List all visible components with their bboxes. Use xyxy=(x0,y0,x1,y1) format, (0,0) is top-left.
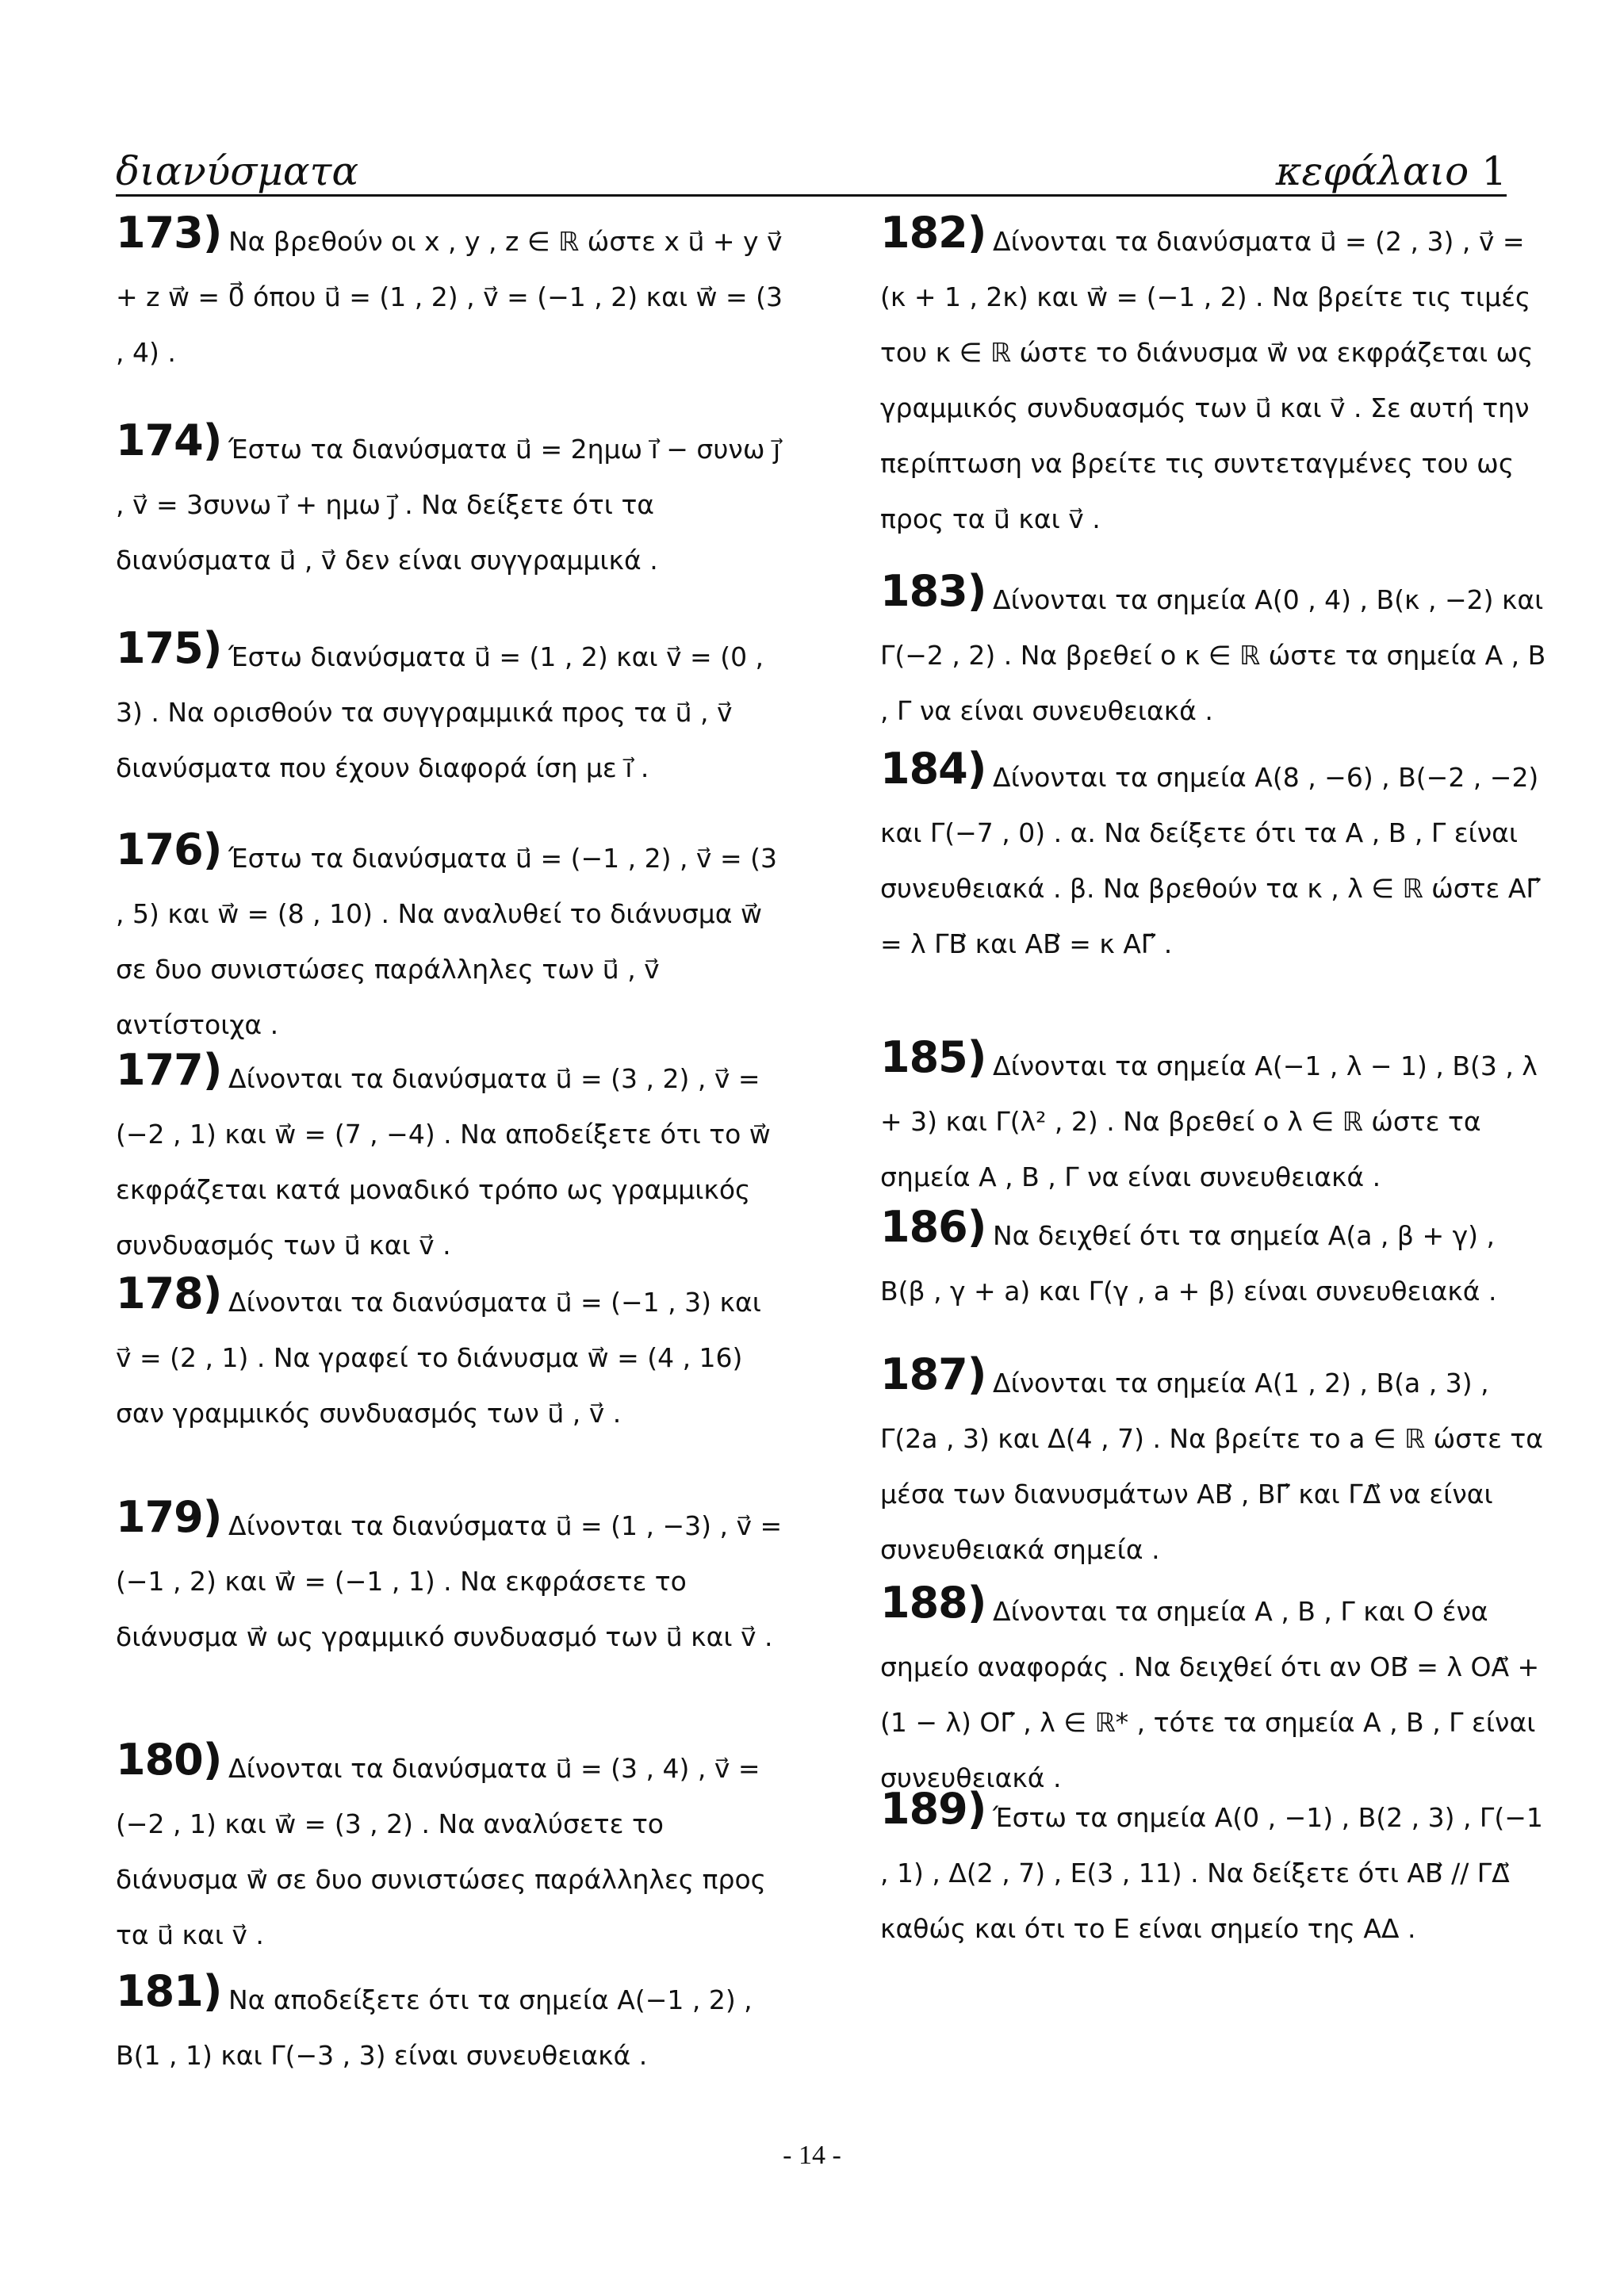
problem-number: 177) xyxy=(116,1045,222,1095)
problem-text: Δίνονται τα διανύσματα u⃗ = (3 , 4) , v⃗ = (−2 , 1) και w⃗ = (3 , 2) . Να αναλύσετε το διάνυσμα w⃗ σε δυο συνιστώσες παράλληλες προς τα u⃗ και v⃗ . xyxy=(116,1753,767,1950)
problem-number: 180) xyxy=(116,1735,222,1785)
problem-text: Δίνονται τα σημεία Α , Β , Γ και Ο ένα σημείο αναφοράς . Να δειχθεί ότι αν ΟΒ⃗ = λ ΟΑ⃗ + (1 − λ) ΟΓ⃗ , λ ∈ ℝ* , τότε τα σημεία Α , Β , Γ είναι συνευθειακά . xyxy=(880,1596,1540,1793)
problem-text: Να αποδείξετε ότι τα σημεία Α(−1 , 2) , Β(1 , 1) και Γ(−3 , 3) είναι συνευθειακά . xyxy=(116,1984,753,2071)
problem-number: 176) xyxy=(116,825,222,874)
problem-text: Έστω τα σημεία Α(0 , −1) , Β(2 , 3) , Γ(−1 , 1) , Δ(2 , 7) , Ε(3 , 11) . Να δείξετε ότι ΑΒ⃗ // ΓΔ⃗ καθώς και ότι το Ε είναι σημείο της ΑΔ . xyxy=(880,1802,1543,1944)
page-number: - 14 - xyxy=(783,2141,841,2170)
problem-text: Έστω τα διανύσματα u⃗ = (−1 , 2) , v⃗ = (3 , 5) και w⃗ = (8 , 10) . Να αναλυθεί το διάνυσμα w⃗ σε δυο συνιστώσες παράλληλες των u⃗ , v⃗ αντίστοιχα . xyxy=(116,843,777,1040)
problem-number: 186) xyxy=(880,1202,986,1252)
header-rule xyxy=(116,194,1507,197)
header-chapter-title: διανύσματα xyxy=(116,148,359,194)
problem-text: Έστω διανύσματα u⃗ = (1 , 2) και v⃗ = (0 , 3) . Να ορισθούν τα συγγραμμικά προς τα u⃗ , v⃗ διανύσματα που έχουν διαφορά ίση με i⃗ . xyxy=(116,641,764,783)
problem-number: 173) xyxy=(116,208,222,258)
header-chapter-label xyxy=(1276,147,1507,195)
problem-text: Δίνονται τα σημεία Α(1 , 2) , Β(a , 3) , Γ(2a , 3) και Δ(4 , 7) . Να βρείτε το a ∈ ℝ ώστε τα μέσα των διανυσμάτων ΑΒ⃗ , ΒΓ⃗ και ΓΔ⃗ να είναι συνευθειακά σημεία . xyxy=(880,1368,1544,1565)
problem-number: 175) xyxy=(116,623,222,673)
problem-number: 189) xyxy=(880,1784,986,1834)
problem-number: 184) xyxy=(880,744,986,794)
problem-text: Δίνονται τα διανύσματα u⃗ = (−1 , 3) και v⃗ = (2 , 1) . Να γραφεί το διάνυσμα w⃗ = (4 , 16) σαν γραμμικός συνδυασμός των u⃗ , v⃗ . xyxy=(116,1287,761,1429)
problem-text: Να δειχθεί ότι τα σημεία Α(a , β + γ) , Β(β , γ + a) και Γ(γ , a + β) είναι συνευθειακά . xyxy=(880,1220,1497,1307)
problem-text: Δίνονται τα σημεία Α(0 , 4) , Β(κ , −2) και Γ(−2 , 2) . Να βρεθεί ο κ ∈ ℝ ώστε τα σημεία Α , Β , Γ να είναι συνευθειακά . xyxy=(880,584,1546,726)
problem-number: 174) xyxy=(116,415,222,465)
problem-text: Έστω τα διανύσματα u⃗ = 2ημω i⃗ − συνω j⃗ , v⃗ = 3συνω i⃗ + ημω j⃗ . Να δείξετε ότι τα διανύσματα u⃗ , v⃗ δεν είναι συγγραμμικά . xyxy=(116,434,781,576)
problem-text: Να βρεθούν οι x , y , z ∈ ℝ ώστε x u⃗ + y v⃗ + z w⃗ = 0⃗ όπου u⃗ = (1 , 2) , v⃗ = (−1 , 2) και w⃗ = (3 , 4) . xyxy=(116,226,783,368)
problem-text: Δίνονται τα διανύσματα u⃗ = (3 , 2) , v⃗ = (−2 , 1) και w⃗ = (7 , −4) . Να αποδείξετε ότι το w⃗ εκφράζεται κατά μοναδικό τρόπο ως γραμμικός συνδυασμός των u⃗ και v⃗ . xyxy=(116,1063,771,1261)
problem-text: Δίνονται τα σημεία Α(8 , −6) , Β(−2 , −2) και Γ(−7 , 0) . α. Να δείξετε ότι τα Α , Β , Γ είναι συνευθειακά . β. Να βρεθούν τα κ , λ ∈ ℝ ώστε ΑΓ⃗ = λ ΓΒ⃗ και ΑΒ⃗ = κ ΑΓ⃗ . xyxy=(880,762,1541,959)
problem-number: 185) xyxy=(880,1032,986,1082)
problem-number: 187) xyxy=(880,1349,986,1399)
header-chapter-number: 1 xyxy=(1481,148,1507,194)
header-chapter-word: κεφάλαιο xyxy=(1275,148,1469,194)
problem-number: 181) xyxy=(116,1966,222,2016)
problem-number: 183) xyxy=(880,566,986,616)
problem-number: 188) xyxy=(880,1578,986,1628)
problem-text: Δίνονται τα διανύσματα u⃗ = (2 , 3) , v⃗ = (κ + 1 , 2κ) και w⃗ = (−1 , 2) . Να βρείτε τις τιμές του κ ∈ ℝ ώστε το διάνυσμα w⃗ να εκφράζεται ως γραμμικός συνδυασμός των u⃗ και v⃗ . Σε αυτή την περίπτωση να βρείτε τις συντεταγμένες του ως προς τα u⃗ και v⃗ . xyxy=(880,226,1534,534)
problem-text: Δίνονται τα σημεία Α(−1 , λ − 1) , Β(3 , λ + 3) και Γ(λ² , 2) . Να βρεθεί ο λ ∈ ℝ ώστε τα σημεία Α , Β , Γ να είναι συνευθειακά . xyxy=(880,1050,1538,1192)
problem-number: 182) xyxy=(880,208,986,258)
problem-number: 178) xyxy=(116,1269,222,1318)
problem-number: 179) xyxy=(116,1492,222,1542)
problem-text: Δίνονται τα διανύσματα u⃗ = (1 , −3) , v⃗ = (−1 , 2) και w⃗ = (−1 , 1) . Να εκφράσετε το διάνυσμα w⃗ ως γραμμικό συνδυασμό των u⃗ και v⃗ . xyxy=(116,1510,783,1652)
